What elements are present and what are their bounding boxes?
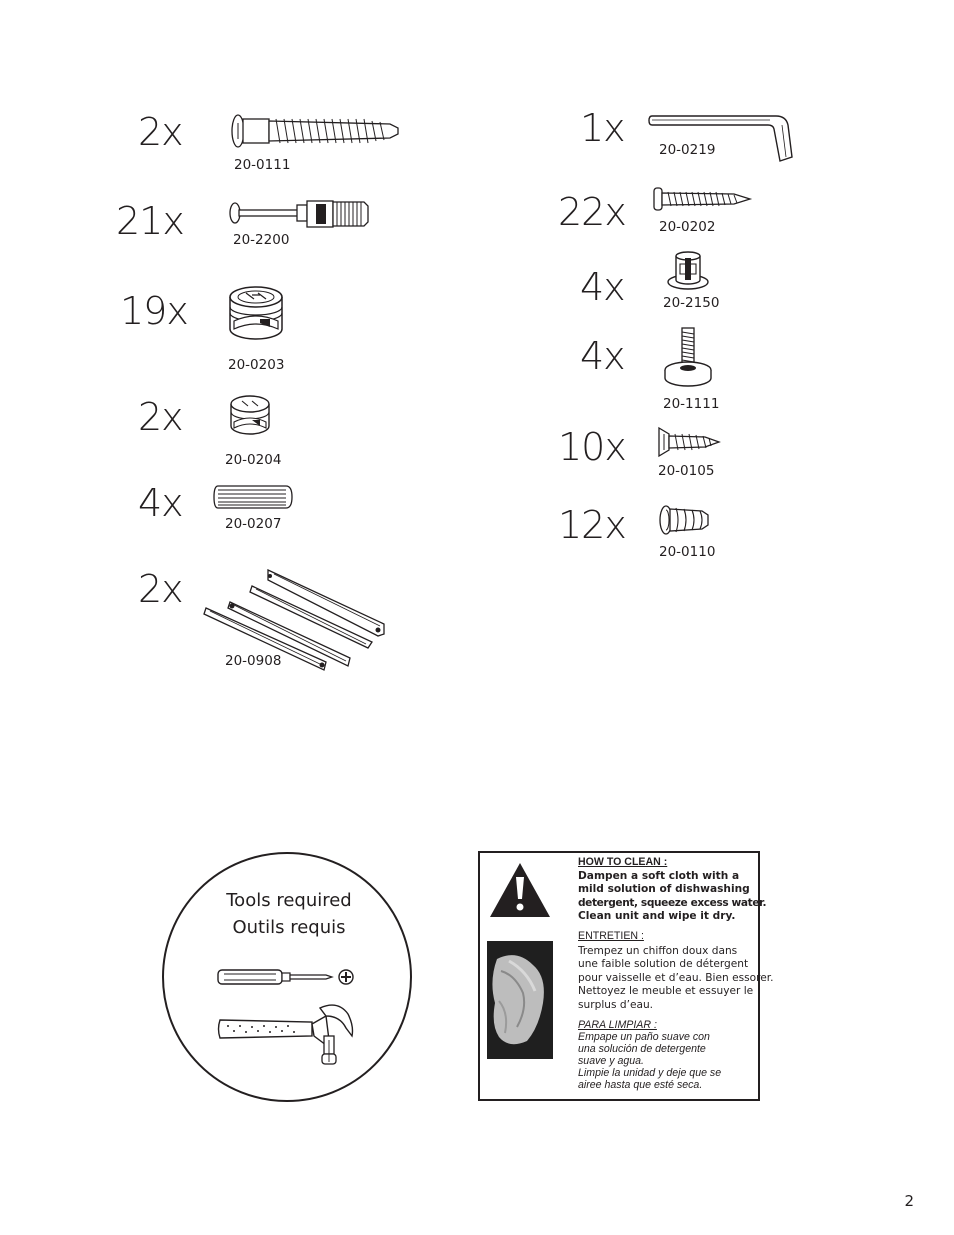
allen-key-icon xyxy=(648,113,796,169)
part-code: 20-2150 xyxy=(663,295,720,311)
flat-head-screw-icon xyxy=(657,426,721,462)
part-code: 20-0110 xyxy=(659,544,716,560)
clean-line: une faible solution de détergent xyxy=(578,958,749,971)
screwdriver-icon xyxy=(216,966,358,992)
part-quantity: 21x xyxy=(116,199,184,243)
clean-line: Empape un paño suave con xyxy=(578,1031,710,1043)
part-code: 20-0111 xyxy=(234,157,291,173)
part-code: 20-0202 xyxy=(659,219,716,235)
clean-line: Trempez un chiffon doux dans xyxy=(578,945,738,957)
part-quantity: 22x xyxy=(558,190,626,234)
clean-heading-fr: ENTRETIEN : xyxy=(578,930,644,942)
clean-heading-es: PARA LIMPIAR : xyxy=(578,1019,657,1031)
clean-line: suave y agua. xyxy=(578,1055,644,1067)
wood-dowel-icon xyxy=(212,484,294,514)
clean-line: detergent, squeeze excess water. xyxy=(578,896,767,909)
part-code: 20-1111 xyxy=(663,396,720,412)
clean-text-en xyxy=(578,870,766,924)
clean-line: una solución de detergente xyxy=(578,1043,706,1055)
cam-lock-icon xyxy=(226,283,286,347)
part-quantity: 12x xyxy=(558,503,626,547)
part-quantity: 10x xyxy=(558,425,626,469)
cloth-photo-icon xyxy=(487,941,553,1063)
clean-heading-en: HOW TO CLEAN : xyxy=(578,856,668,868)
cam-post-icon xyxy=(664,250,712,296)
insert-nut-icon xyxy=(658,503,710,541)
clean-text-fr xyxy=(578,945,774,1012)
part-code: 20-0219 xyxy=(659,142,716,158)
part-code: 20-0203 xyxy=(228,357,285,373)
cleaning-instructions-panel xyxy=(478,851,774,1101)
part-quantity: 4x xyxy=(580,265,625,309)
dowel-bolt-icon xyxy=(228,196,370,236)
clean-line: Nettoyez le meuble et essuyer le xyxy=(578,985,754,998)
part-quantity: 2x xyxy=(138,395,183,439)
clean-line: Limpie la unidad y deje que se xyxy=(578,1067,722,1079)
wood-screw-icon xyxy=(652,187,752,215)
clean-line: pour vaisselle et d’eau. Bien essorer. xyxy=(578,971,774,984)
page-number: 2 xyxy=(904,1192,914,1210)
tools-required-panel xyxy=(162,852,412,1102)
tools-title-fr: Outils requis xyxy=(232,917,346,938)
part-code: 20-0204 xyxy=(225,452,282,468)
part-quantity: 4x xyxy=(138,481,183,525)
cam-bolt-icon xyxy=(230,113,402,153)
part-quantity: 1x xyxy=(580,106,625,150)
clean-text-es xyxy=(578,1031,721,1091)
part-code: 20-2200 xyxy=(233,232,290,248)
tools-title-en: Tools required xyxy=(226,890,352,911)
clean-line: Dampen a soft cloth with a xyxy=(578,870,740,882)
clean-line: surplus d’eau. xyxy=(578,998,654,1011)
part-quantity: 19x xyxy=(120,289,188,333)
part-code: 20-0105 xyxy=(658,463,715,479)
warning-triangle-icon xyxy=(488,861,552,923)
leveler-foot-icon xyxy=(662,326,714,396)
part-quantity: 2x xyxy=(138,110,183,154)
small-cam-lock-icon xyxy=(228,394,272,442)
part-code: 20-0207 xyxy=(225,516,282,532)
part-quantity: 4x xyxy=(580,334,625,378)
clean-line: airee hasta que esté seca. xyxy=(578,1079,703,1091)
clean-line: Clean unit and wipe it dry. xyxy=(578,910,736,923)
part-code: 20-0908 xyxy=(225,653,282,669)
hammer-icon xyxy=(216,1002,356,1072)
clean-line: mild solution of dishwashing xyxy=(578,883,750,896)
part-quantity: 2x xyxy=(138,567,183,611)
